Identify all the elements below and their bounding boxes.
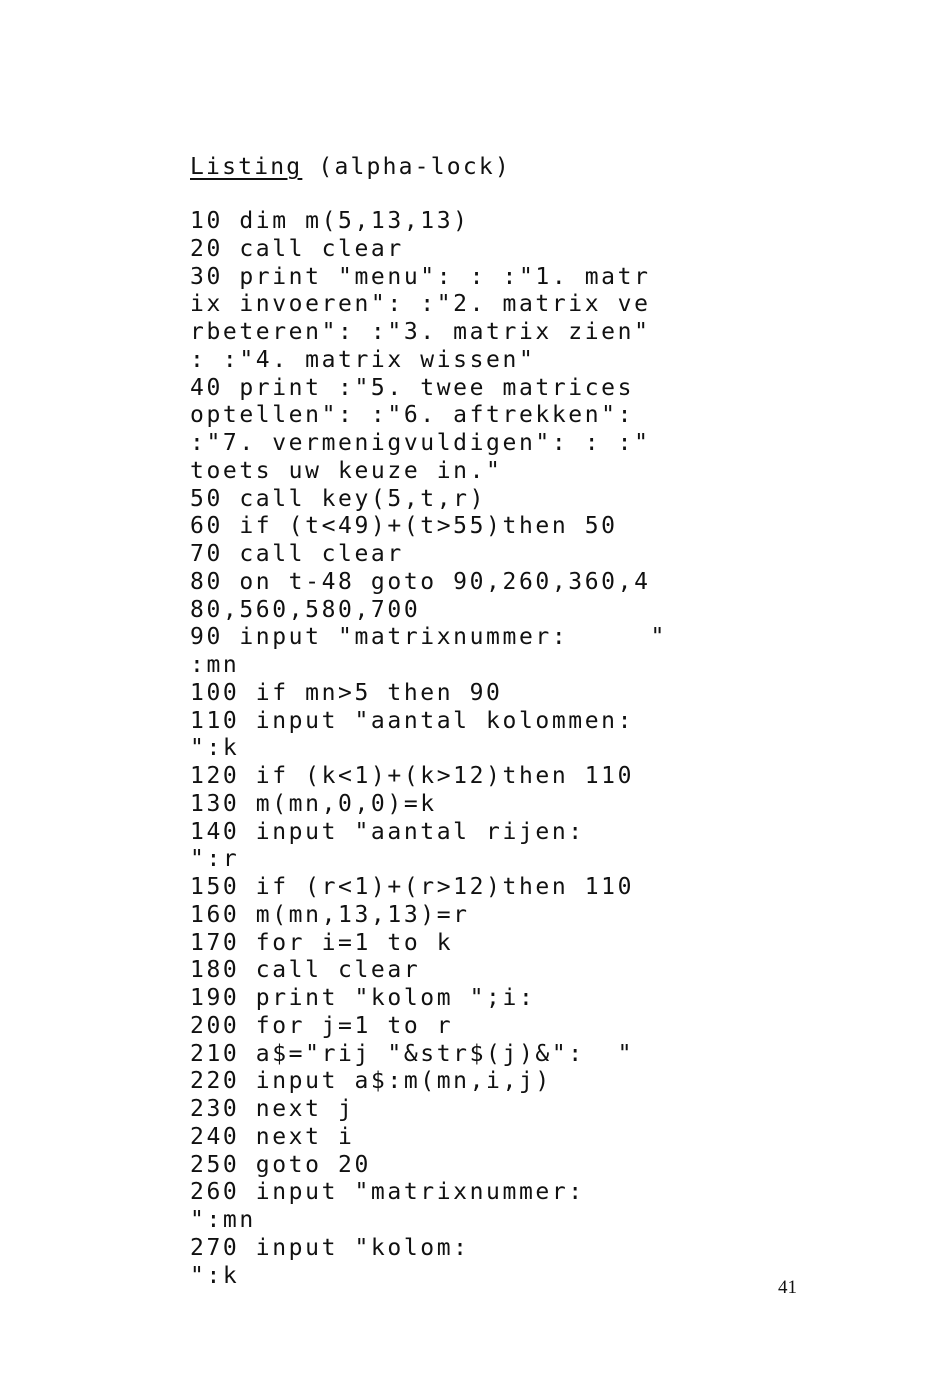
code-line: 270 input "kolom:	[190, 1234, 470, 1261]
code-line: 160 m(mn,13,13)=r	[190, 901, 470, 928]
code-line: toets uw keuze in."	[190, 457, 503, 484]
listing-heading-rest: (alpha-lock)	[302, 154, 511, 180]
code-line: :mn	[190, 652, 240, 678]
code-line: 90 input "matrixnummer: "	[190, 624, 667, 651]
code-line: 220 input a$:m(mn,i,j)	[190, 1068, 552, 1095]
code-line: ":mn	[190, 1207, 256, 1233]
code-line: 250 goto 20	[190, 1151, 371, 1178]
listing-heading-underlined: Listing	[190, 154, 303, 180]
page-number: 41	[778, 1277, 797, 1298]
code-line: :"7. vermenigvuldigen": : :"	[190, 430, 651, 456]
code-line: 50 call key(5,t,r)	[190, 485, 487, 512]
code-line: 80 on t-48 goto 90,260,360,4	[190, 568, 651, 595]
code-line: ":r	[190, 846, 240, 873]
code-line: 30 print "menu": : :"1. matr	[190, 263, 651, 290]
code-line: 60 if (t<49)+(t>55)then 50	[190, 513, 618, 540]
code-line: rbeteren": :"3. matrix zien"	[190, 319, 651, 345]
code-line: 210 a$="rij "&str$(j)&": "	[190, 1040, 635, 1067]
code-line: 180 call clear	[190, 957, 421, 984]
listing-heading	[190, 152, 511, 182]
code-line: 10 dim m(5,13,13)	[190, 208, 470, 234]
code-line: 20 call clear	[190, 235, 404, 262]
code-line: ":k	[190, 1262, 240, 1289]
code-line: 100 if mn>5 then 90	[190, 679, 503, 706]
code-line: 120 if (k<1)+(k>12)then 110	[190, 763, 635, 789]
code-line: 130 m(mn,0,0)=k	[190, 790, 437, 817]
code-line: 230 next j	[190, 1096, 355, 1122]
code-line: 170 for i=1 to k	[190, 929, 454, 956]
code-line: 140 input "aantal rijen:	[190, 818, 585, 845]
code-listing	[190, 208, 667, 1290]
code-line: 110 input "aantal kolommen:	[190, 707, 635, 734]
code-line: 70 call clear	[190, 541, 404, 567]
code-line: optellen": :"6. aftrekken":	[190, 402, 635, 429]
code-line: 150 if (r<1)+(r>12)then 110	[190, 874, 635, 900]
code-line: : :"4. matrix wissen"	[190, 346, 536, 373]
code-line: ":k	[190, 735, 240, 762]
code-line: ix invoeren": :"2. matrix ve	[190, 291, 651, 318]
code-line: 260 input "matrixnummer:	[190, 1179, 585, 1206]
code-line: 240 next i	[190, 1123, 355, 1150]
code-line: 80,560,580,700	[190, 596, 421, 623]
code-line: 40 print :"5. twee matrices	[190, 374, 635, 401]
code-line: 200 for j=1 to r	[190, 1012, 454, 1039]
code-line: 190 print "kolom ";i:	[190, 985, 536, 1011]
